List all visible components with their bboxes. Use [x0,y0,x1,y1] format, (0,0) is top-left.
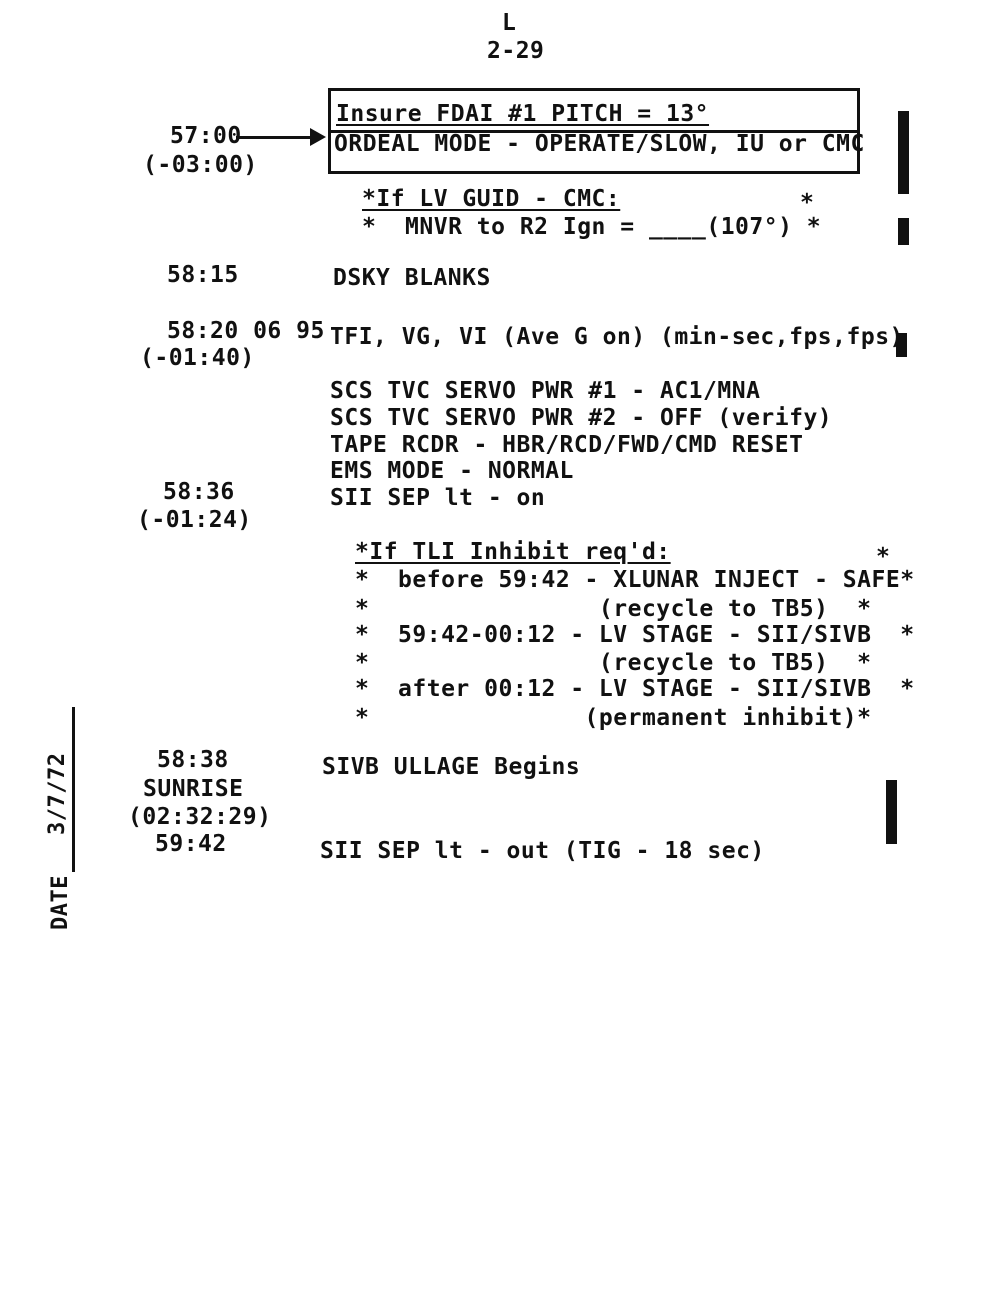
lv-guid-heading: *If LV GUID - CMC: [362,186,621,212]
lv-guid-line-1 [362,186,620,212]
date-underline [72,707,75,872]
tli-line-1 [355,539,671,565]
tli-line-6: * after 00:12 - LV STAGE - SII/SIVB * [355,676,915,702]
section-letter: L [502,10,517,36]
scs-servo-2: SCS TVC SERVO PWR #2 - OFF (verify) [330,405,833,431]
time-58-36: 58:36 [163,479,235,505]
mnvr-label: * MNVR to R2 Ign = [362,214,649,240]
time-minus-01-24: (-01:24) [137,507,252,533]
tli-line-3: * (recycle to TB5) * [355,596,872,622]
time-58-15: 58:15 [167,262,239,288]
lv-guid-star: * [800,190,815,216]
change-bar [898,218,909,245]
tli-line-4: * 59:42-00:12 - LV STAGE - SII/SIVB * [355,622,915,648]
boxed-line-2: ORDEAL MODE - OPERATE/SLOW, IU or CMC [334,131,865,157]
sunrise-time: (02:32:29) [128,804,272,830]
tli-line-2: * before 59:42 - XLUNAR INJECT - SAFE* [355,567,915,593]
tli-line-5: * (recycle to TB5) * [355,650,872,676]
arrow-right-icon [310,128,326,146]
time-minus-03-00: (-03:00) [143,152,258,178]
tfi-step: TFI, VG, VI (Ave G on) (min-sec,fps,fps) [330,324,904,350]
tli-heading: *If TLI Inhibit req'd: [355,539,671,565]
sii-sep-on: SII SEP lt - on [330,485,546,511]
arrow-line [236,136,316,139]
sii-sep-out: SII SEP lt - out (TIG - 18 sec) [320,838,765,864]
time-57-00: 57:00 [170,123,242,149]
lv-guid-line-2 [362,214,821,240]
change-bar [886,780,897,844]
time-59-42: 59:42 [155,831,227,857]
date-value: 3/7/72 [45,752,70,835]
tli-star: * [876,544,891,570]
date-label: DATE [48,875,73,930]
scs-servo-1: SCS TVC SERVO PWR #1 - AC1/MNA [330,378,761,404]
tli-line-7: * (permanent inhibit)* [355,705,872,731]
ems-mode: EMS MODE - NORMAL [330,458,574,484]
tape-rcdr: TAPE RCDR - HBR/RCD/FWD/CMD RESET [330,432,804,458]
mnvr-value: (107°) * [706,214,822,240]
time-58-38: 58:38 [157,747,229,773]
dsky-blanks: DSKY BLANKS [333,265,491,291]
change-bar [898,111,909,194]
page-number: 2-29 [487,38,545,64]
sunrise-label: SUNRISE [143,776,244,802]
time-58-20: 58:20 06 95 [167,318,325,344]
mnvr-blank: ____ [648,214,707,240]
sivb-ullage: SIVB ULLAGE Begins [322,754,581,780]
boxed-line-1: Insure FDAI #1 PITCH = 13° [336,101,710,127]
time-minus-01-40: (-01:40) [140,345,255,371]
date-block [45,705,78,930]
